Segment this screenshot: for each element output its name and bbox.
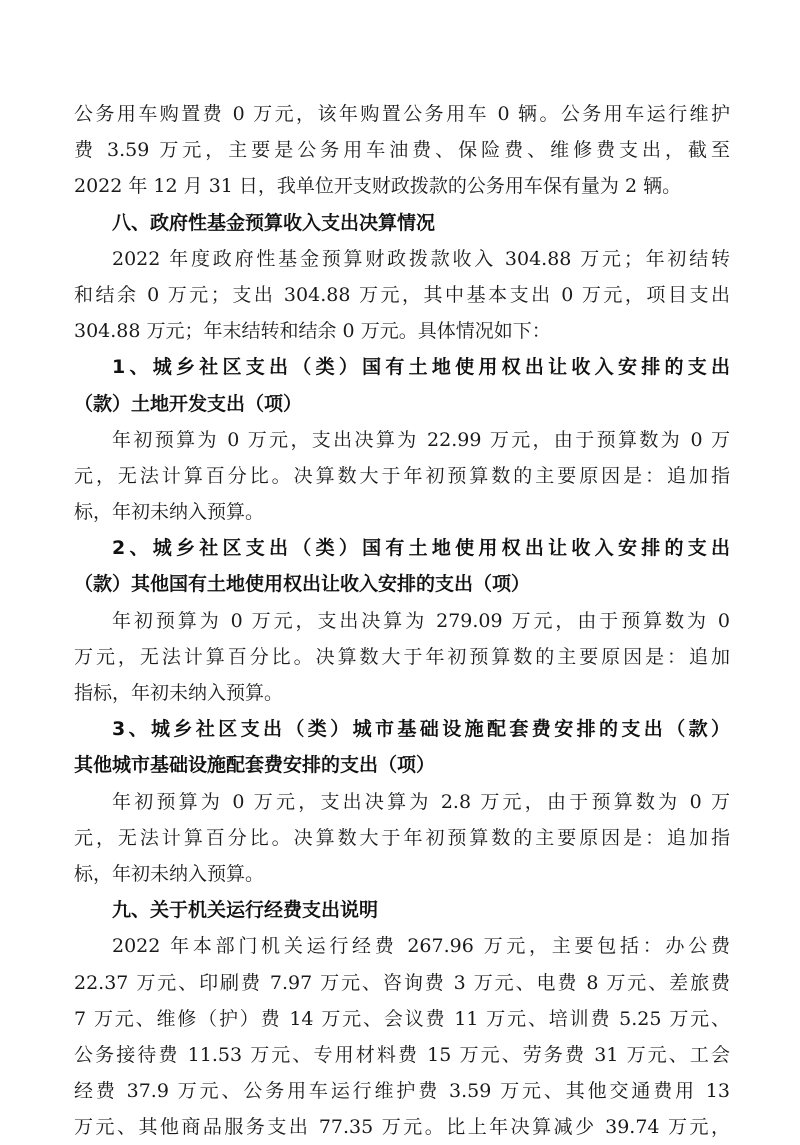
paragraph-line: 和结余 0 万元；支出 304.88 万元，其中基本支出 0 万元，项目支出 [74, 283, 730, 306]
paragraph-line: 元，无法计算百分比。决算数大于年初预算数的主要原因是：追加指 [74, 464, 730, 487]
paragraph-line: 公务接待费 11.53 万元、专用材料费 15 万元、劳务费 31 万元、工会 [74, 1043, 730, 1066]
paragraph-line: 万元，无法计算百分比。决算数大于年初预算数的主要原因是：追加 [74, 645, 730, 668]
section-heading-line: 1、城乡社区支出（类）国有土地使用权出让收入安排的支出 [112, 356, 730, 379]
section-heading-line: （款）其他国有土地使用权出让收入安排的支出（项） [74, 573, 531, 596]
paragraph-line: 2022 年度政府性基金预算财政拨款收入 304.88 万元；年初结转 [112, 247, 730, 270]
section-heading-line: 3、城乡社区支出（类）城市基础设施配套费安排的支出（款） [112, 718, 730, 741]
section-heading-line: （款）土地开发支出（项） [74, 392, 303, 415]
paragraph-line: 年初预算为 0 万元，支出决算为 2.8 万元，由于预算数为 0 万 [112, 790, 730, 813]
paragraph-line: 2022 年 12 月 31 日，我单位开支财政拨款的公务用车保有量为 2 辆。 [74, 175, 682, 198]
section-heading-line: 其他城市基础设施配套费安排的支出（项） [74, 754, 436, 777]
paragraph-line: 标，年初未纳入预算。 [74, 501, 265, 524]
section-heading-line: 九、关于机关运行经费支出说明 [112, 899, 379, 922]
paragraph-line: 费 3.59 万元，主要是公务用车油费、保险费、维修费支出，截至 [74, 139, 730, 162]
paragraph-line: 万元、其他商品服务支出 77.35 万元。比上年决算减少 39.74 万元， [74, 1116, 730, 1139]
paragraph-line: 304.88 万元；年末结转和结余 0 万元。具体情况如下： [74, 320, 551, 343]
paragraph-line: 指标，年初未纳入预算。 [74, 682, 284, 704]
paragraph-line: 7 万元、维修（护）费 14 万元、会议费 11 万元、培训费 5.25 万元、 [74, 1007, 730, 1030]
document-body [74, 96, 730, 1145]
paragraph-line: 年初预算为 0 万元，支出决算为 22.99 万元，由于预算数为 0 万 [112, 428, 730, 451]
paragraph-line: 经费 37.9 万元、公务用车运行维护费 3.59 万元、其他交通费用 13 [74, 1080, 730, 1103]
paragraph-line: 22.37 万元、印刷费 7.97 万元、咨询费 3 万元、电费 8 万元、差旅费 [74, 971, 730, 994]
paragraph-line: 年初预算为 0 万元，支出决算为 279.09 万元，由于预算数为 0 [112, 609, 730, 632]
paragraph-line: 公务用车购置费 0 万元，该年购置公务用车 0 辆。公务用车运行维护 [74, 103, 730, 125]
paragraph-line: 2022 年本部门机关运行经费 267.96 万元，主要包括：办公费 [112, 935, 730, 958]
section-heading-line: 八、政府性基金预算收入支出决算情况 [112, 211, 436, 234]
paragraph-line: 标，年初未纳入预算。 [74, 862, 265, 885]
section-heading-line: 2、城乡社区支出（类）国有土地使用权出让收入安排的支出 [112, 537, 730, 560]
paragraph-line: 元，无法计算百分比。决算数大于年初预算数的主要原因是：追加指 [74, 826, 730, 849]
